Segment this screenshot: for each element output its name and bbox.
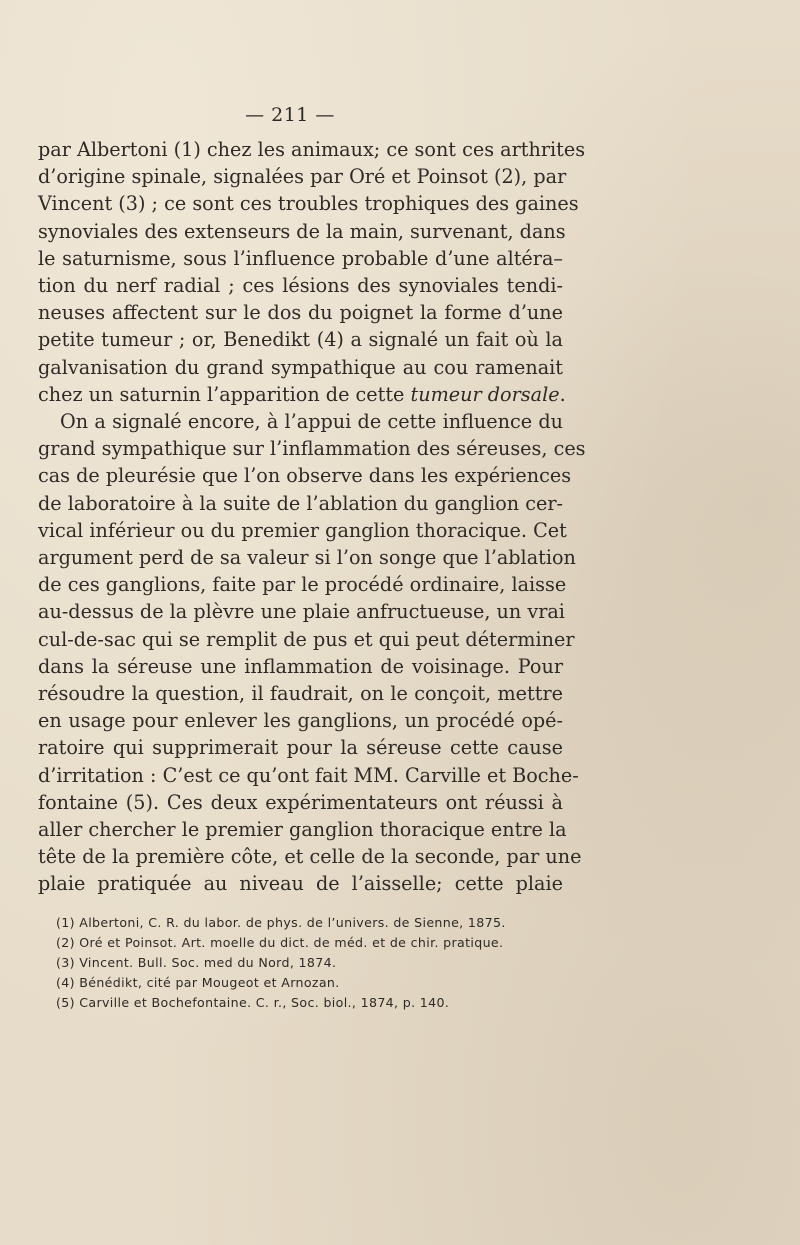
footnote-3: (3) Vincent. Bull. Soc. med du Nord, 1874. bbox=[56, 955, 337, 970]
text-line: tête de la première côte, et celle de la seconde, par une bbox=[38, 845, 582, 869]
page-number: — 211 — bbox=[245, 104, 335, 126]
footnote-1: (1) Albertoni, C. R. du labor. de phys. de l’univers. de Sienne, 1875. bbox=[56, 915, 506, 930]
footnotes bbox=[56, 913, 556, 1013]
text-line: par Albertoni (1) chez les animaux; ce sont ces arthrites bbox=[38, 138, 586, 161]
text-line: vical inférieur ou du premier ganglion thoracique. Cet bbox=[38, 518, 567, 542]
text-line: aller chercher le premier ganglion thoracique entre la bbox=[38, 818, 567, 842]
text-line: plaie pratiquée au niveau de l’aisselle; cette plaie bbox=[38, 872, 563, 896]
text-line: au-dessus de la plèvre une plaie anfructueuse, un vrai bbox=[38, 600, 565, 624]
text-line: Vincent (3) ; ce sont ces troubles trophiques des gaines bbox=[38, 192, 579, 216]
text-line: synoviales des extenseurs de la main, survenant, dans bbox=[38, 219, 566, 243]
text-run: . bbox=[559, 382, 566, 406]
text-run: chez un saturnin l’apparition de cette bbox=[38, 382, 411, 406]
text-line: fontaine (5). Ces deux expérimentateurs ont réussi à bbox=[38, 790, 563, 814]
text-line: d’irritation : C’est ce qu’ont fait MM. Carville et Boche- bbox=[38, 763, 579, 787]
text-line: petite tumeur ; or, Benedikt (4) a signalé un fait où la bbox=[38, 328, 563, 352]
text-line: résoudre la question, il faudrait, on le conçoit, mettre bbox=[38, 682, 563, 706]
text-line: en usage pour enlever les ganglions, un procédé opé- bbox=[38, 709, 563, 733]
text-line: galvanisation du grand sympathique au cou ramenait bbox=[38, 355, 563, 379]
text-line: tion du nerf radial ; ces lésions des synoviales tendi- bbox=[38, 274, 563, 298]
text-line: de laboratoire à la suite de l’ablation du ganglion cer- bbox=[38, 491, 563, 515]
text-line: ratoire qui supprimerait pour la séreuse cette cause bbox=[38, 736, 563, 760]
text-line: On a signalé encore, à l’appui de cette influence du bbox=[60, 410, 563, 434]
text-line: argument perd de sa valeur si l’on songe que l’ablation bbox=[38, 546, 576, 570]
text-line: de ces ganglions, faite par le procédé ordinaire, laisse bbox=[38, 573, 567, 597]
paragraph-1 bbox=[38, 136, 586, 408]
footnote-2: (2) Oré et Poinsot. Art. moelle du dict. de méd. et de chir. pratique. bbox=[56, 935, 504, 950]
text-line: grand sympathique sur l’inflammation des séreuses, ces bbox=[38, 437, 586, 461]
text-line: d’origine spinale, signalées par Oré et Poinsot (2), par bbox=[38, 165, 567, 189]
paragraph-2 bbox=[38, 408, 586, 898]
italic-term: tumeur dorsale bbox=[410, 382, 560, 406]
footnote-4: (4) Bénédikt, cité par Mougeot et Arnozan. bbox=[56, 975, 340, 990]
footnote-5: (5) Carville et Bochefontaine. C. r., Soc. biol., 1874, p. 140. bbox=[56, 995, 450, 1010]
text-line: le saturnisme, sous l’influence probable d’une altéra– bbox=[38, 246, 563, 270]
body-text bbox=[38, 136, 586, 898]
text-line bbox=[38, 381, 566, 408]
text-line: neuses affectent sur le dos du poignet la forme d’une bbox=[38, 301, 563, 325]
text-line: cul-de-sac qui se remplit de pus et qui peut déterminer bbox=[38, 627, 575, 651]
text-line: cas de pleurésie que l’on observe dans les expériences bbox=[38, 464, 572, 488]
text-line: dans la séreuse une inflammation de voisinage. Pour bbox=[38, 654, 563, 678]
